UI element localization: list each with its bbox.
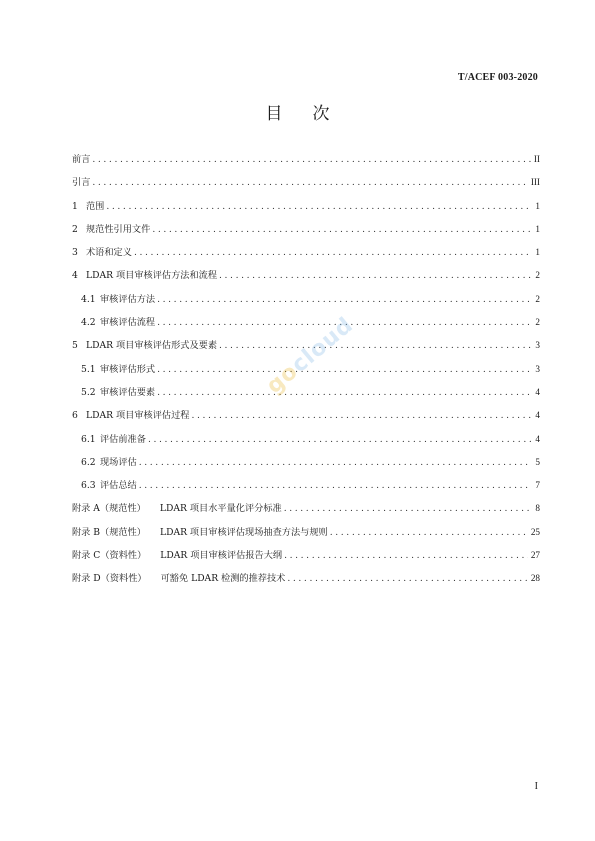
toc-entry[interactable]: [72, 151, 540, 174]
toc-leader-dots: [152, 224, 531, 235]
toc-entry[interactable]: [72, 547, 540, 570]
toc-entry-appendix: 附录 A（规范性）: [72, 503, 146, 515]
page-number: I: [534, 781, 538, 792]
toc-entry-appendix: 附录 C（资料性）: [72, 550, 147, 562]
toc-entry-label: LDAR 项目水平量化评分标准: [159, 503, 282, 515]
toc-entry-number: 6: [72, 410, 78, 422]
toc-leader-dots: [284, 503, 531, 514]
toc-leader-dots: [191, 410, 531, 421]
toc-entry-page: 27: [530, 550, 540, 561]
toc-entry-number: 5.2: [81, 386, 96, 398]
toc-entry-appendix: 附录 D（资料性）: [72, 573, 147, 585]
toc-entry[interactable]: [72, 454, 540, 477]
toc-entry-number: 4.1: [81, 293, 96, 305]
watermark-text: gocloud: [262, 312, 359, 400]
toc-entry[interactable]: [72, 244, 540, 267]
toc-entry-number: 6.1: [81, 433, 96, 445]
toc-leader-dots: [219, 340, 531, 351]
toc-entry-number: 4.2: [81, 317, 96, 329]
toc-entry-label: LDAR 项目审核评估报告大纲: [160, 550, 283, 562]
toc-leader-dots: [330, 527, 528, 538]
toc-entry-label: 评估前准备: [100, 433, 146, 445]
toc-entry[interactable]: [72, 174, 540, 197]
toc-entry-label: 范围: [86, 200, 105, 212]
toc-entry-page: 25: [530, 526, 540, 537]
toc-leader-dots: [106, 201, 531, 212]
toc-entry-label: 前言: [72, 154, 91, 165]
toc-entry-page: 2: [535, 317, 540, 328]
toc-entry-label: 评估总结: [100, 480, 137, 492]
toc-entry-number: 2: [72, 223, 78, 235]
toc-entry[interactable]: [72, 221, 540, 244]
toc-entry-number: 5: [72, 340, 78, 352]
toc-entry-page: 3: [535, 363, 540, 374]
toc-leader-dots: [134, 247, 531, 258]
toc-entry[interactable]: [72, 570, 540, 593]
toc-entry-label: 审核评估流程: [100, 317, 156, 329]
toc-entry-page: 2: [535, 293, 540, 304]
toc-entry-appendix: 附录 B（规范性）: [72, 526, 146, 538]
toc-entry-page: II: [533, 154, 540, 164]
toc-title: [0, 99, 595, 124]
toc-entry-number: 1: [72, 200, 78, 212]
toc-leader-dots: [287, 573, 527, 584]
toc-entry[interactable]: [72, 198, 540, 221]
toc-leader-dots: [157, 294, 531, 305]
toc-entry[interactable]: [72, 267, 540, 290]
toc-leader-dots: [284, 550, 528, 561]
toc-leader-dots: [92, 154, 531, 165]
toc-entry-number: 5.1: [81, 363, 96, 375]
toc-entry-page: 3: [535, 340, 540, 351]
toc-entry-page: III: [530, 177, 540, 188]
toc-leader-dots: [139, 457, 531, 468]
toc-entry-label: LDAR 项目审核评估现场抽查方法与规则: [159, 526, 328, 538]
toc-entry[interactable]: [72, 314, 540, 337]
toc-entry-page: 1: [535, 223, 540, 234]
toc-entry[interactable]: [72, 431, 540, 454]
toc-entry[interactable]: [72, 524, 540, 547]
toc-entry-number: 6.2: [81, 456, 96, 468]
toc-entry-label: 审核评估方法: [100, 293, 156, 305]
toc-entry-number: 3: [72, 247, 78, 259]
toc-entry-label: 审核评估形式: [100, 363, 156, 375]
toc-entry-page: 1: [535, 247, 540, 258]
toc-entry-page: 1: [535, 200, 540, 211]
toc-leader-dots: [219, 270, 531, 281]
toc-entry-page: 5: [535, 456, 540, 467]
toc-entry[interactable]: [72, 500, 540, 523]
toc-entry-page: 4: [535, 386, 540, 397]
toc-title-char-1: 目: [265, 104, 283, 124]
toc-entry[interactable]: [72, 291, 540, 314]
toc-entry-page: 8: [535, 503, 540, 514]
toc-entry-page: 4: [535, 433, 540, 444]
toc-entry-number: 4: [72, 270, 78, 282]
toc-leader-dots: [92, 177, 527, 188]
toc-title-char-2: 次: [312, 104, 330, 124]
toc-entry-label: LDAR 项目审核评估过程: [86, 410, 190, 422]
toc-leader-dots: [148, 434, 531, 445]
toc-entry-label: 术语和定义: [86, 247, 132, 259]
toc-entry-page: 28: [530, 573, 540, 584]
toc-entry-label: LDAR 项目审核评估形式及要素: [86, 340, 218, 352]
toc-entry[interactable]: [72, 477, 540, 500]
toc-entry-page: 2: [535, 270, 540, 281]
toc-entry-label: LDAR 项目审核评估方法和流程: [86, 270, 218, 282]
document-code: T/ACEF 003-2020: [457, 72, 538, 83]
toc-leader-dots: [139, 480, 531, 491]
toc-entry-page: 7: [535, 480, 540, 491]
toc-entry-page: 4: [535, 410, 540, 421]
toc-entry-label: 可豁免 LDAR 检测的推荐技术: [160, 573, 286, 585]
toc-entry-label: 引言: [72, 177, 91, 189]
toc-entry-number: 6.3: [81, 480, 96, 492]
toc-entry-label: 规范性引用文件: [86, 223, 151, 235]
toc-entry-label: 现场评估: [100, 456, 137, 468]
toc-entry-label: 审核评估要素: [100, 386, 156, 398]
